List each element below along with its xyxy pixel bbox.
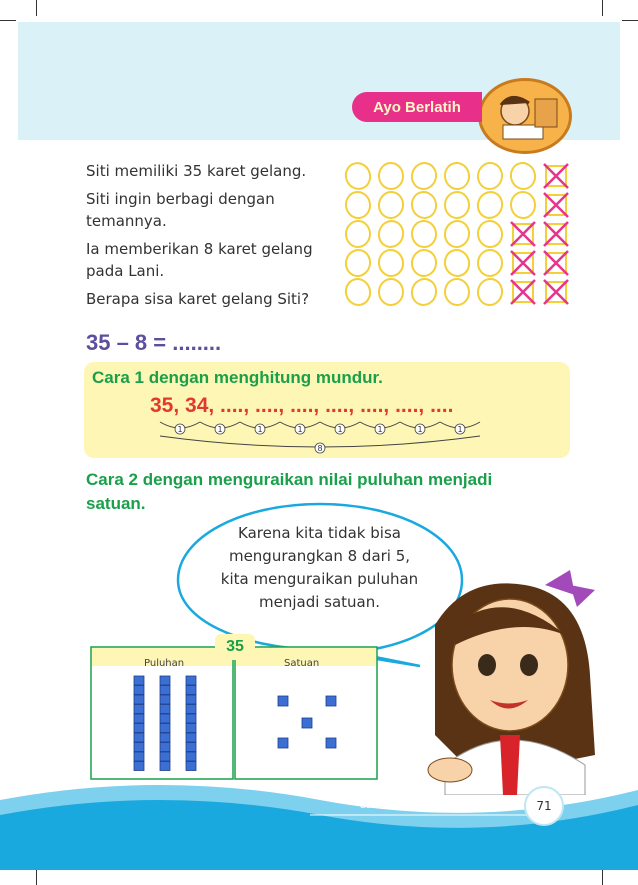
rubber-band [474, 189, 505, 221]
crop-mark [0, 20, 16, 21]
rubber-band [344, 190, 372, 219]
bubble-line: menjadi satuan. [258, 593, 381, 611]
rubber-band [379, 279, 403, 305]
ten-rod [186, 676, 196, 771]
crossed-rubber-band [544, 251, 568, 275]
rubber-band [375, 218, 406, 250]
rubber-band [476, 277, 505, 307]
crossed-rubber-band [544, 222, 568, 246]
rubber-band [377, 248, 405, 278]
total-label: 8 [317, 444, 323, 453]
story-text [86, 160, 346, 316]
crossed-rubber-band [511, 222, 535, 246]
page-number: 71 [524, 786, 564, 826]
crossed-rubber-band [544, 280, 568, 304]
rubber-band [443, 161, 471, 190]
rubber-band [377, 190, 404, 219]
story-line: Siti ingin berbagi dengan temannya. [86, 190, 275, 230]
crop-mark [36, 869, 37, 885]
rubber-band [510, 191, 536, 219]
step-label: 1 [177, 425, 183, 434]
crop-mark [36, 0, 37, 16]
story-line: Ia memberikan 8 karet gelang pada Lani. [86, 240, 313, 280]
ten-rod [134, 676, 144, 771]
rubber-band [442, 247, 472, 279]
child-studying-illustration [478, 78, 572, 154]
rubber-band [411, 220, 437, 248]
step-arcs [150, 418, 500, 458]
step-label: 1 [377, 425, 383, 434]
rubber-band [409, 160, 439, 191]
story-line: Siti memiliki 35 karet gelang. [86, 162, 307, 180]
rubber-band [445, 192, 470, 219]
ayo-berlatih-badge: Ayo Berlatih [352, 92, 482, 122]
cara2-title: Cara 2 dengan menguraikan nilai puluhan menjadi satuan. [86, 470, 493, 513]
crop-mark [602, 869, 603, 885]
one-cube [326, 696, 336, 706]
equation: 35 – 8 = ........ [86, 330, 222, 355]
bubble-line: kita menguraikan puluhan [220, 570, 419, 588]
one-cube [302, 718, 312, 728]
step-label: 1 [457, 425, 463, 434]
rubber-band [478, 250, 502, 276]
crop-mark [602, 0, 603, 16]
step-label: 1 [337, 425, 343, 434]
step-label: 1 [417, 425, 423, 434]
crossed-rubber-band [544, 164, 568, 188]
crossed-rubber-band [544, 193, 568, 217]
ten-rod [160, 676, 170, 771]
crop-mark [622, 20, 638, 21]
rubber-band-grid [340, 160, 580, 310]
rubber-band [343, 248, 372, 279]
one-cube [278, 696, 288, 706]
one-cube [278, 738, 288, 748]
rubber-band [409, 276, 440, 308]
cara1-title: Cara 1 dengan menghitung mundur. [92, 368, 383, 387]
rubber-band [444, 278, 470, 306]
puluhan-header: Puluhan [144, 658, 185, 669]
number-badge: 35 [215, 634, 255, 660]
step-label: 1 [297, 425, 303, 434]
rubber-band [476, 219, 504, 249]
satuan-header: Satuan [284, 658, 320, 669]
crossed-rubber-band [511, 251, 535, 275]
step-label: 1 [217, 425, 223, 434]
rubber-band [343, 276, 373, 308]
rubber-band [342, 160, 373, 192]
bubble-line: Karena kita tidak bisa [238, 524, 401, 542]
rubber-band [378, 162, 403, 189]
countdown-sequence: 35, 34, ...., ...., ...., ...., ...., ...., .... [150, 394, 454, 417]
rubber-band [411, 249, 438, 278]
rubber-band [442, 219, 471, 250]
rubber-band [409, 189, 439, 220]
subtema-label: Subtema 3: Pengalaman di Sekolah [360, 800, 504, 810]
crossed-rubber-band [511, 280, 535, 304]
bubble-line: mengurangkan 8 dari 5, [228, 547, 411, 565]
rubber-band [346, 221, 371, 248]
story-line: Berapa sisa karet gelang Siti? [86, 290, 310, 308]
step-label: 1 [257, 425, 263, 434]
one-cube [326, 738, 336, 748]
rubber-band [508, 160, 538, 191]
rubber-band [476, 161, 503, 190]
